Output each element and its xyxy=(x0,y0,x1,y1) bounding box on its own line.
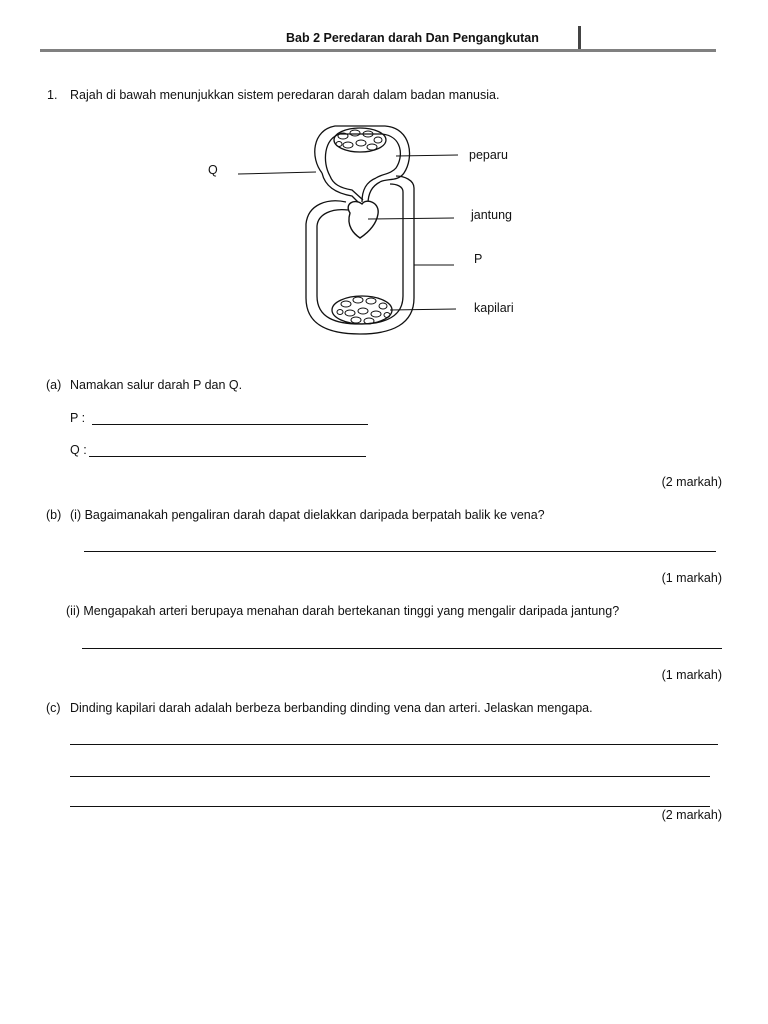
label-jantung: jantung xyxy=(471,208,513,222)
part-b-i-marks: (1 markah) xyxy=(661,571,722,585)
question-number: 1. xyxy=(47,88,58,102)
part-c-marks: (2 markah) xyxy=(661,808,722,822)
part-b-ii-marks: (1 markah) xyxy=(661,668,722,682)
part-b-i-question: (i) Bagaimanakah pengaliran darah dapat dielakkan daripada berpatah balik ke vena? xyxy=(70,508,545,522)
header-vertical-bar xyxy=(578,26,581,50)
page-header-title: Bab 2 Peredaran darah Dan Pengangkutan xyxy=(286,31,539,45)
label-q: Q xyxy=(208,163,218,177)
part-a-p-prefix: P : xyxy=(70,411,86,425)
circulatory-system-diagram xyxy=(200,118,540,343)
part-c-question: Dinding kapilari darah adalah berbeza berbanding dinding vena dan arteri. Jelaskan mengapa. xyxy=(70,701,593,715)
answer-line-c-3[interactable] xyxy=(70,806,710,807)
part-a-marks: (2 markah) xyxy=(661,475,722,489)
part-a-label: (a) xyxy=(46,378,62,392)
answer-line-p[interactable] xyxy=(92,424,368,425)
answer-line-q[interactable] xyxy=(89,456,366,457)
label-kapilari: kapilari xyxy=(474,301,514,315)
part-b-ii-question: (ii) Mengapakah arteri berupaya menahan darah bertekanan tinggi yang mengalir daripada jantung? xyxy=(66,604,620,618)
answer-line-b-ii[interactable] xyxy=(82,648,722,649)
part-a-question: Namakan salur darah P dan Q. xyxy=(70,378,243,392)
label-p: P xyxy=(474,252,483,266)
part-c-label: (c) xyxy=(46,701,61,715)
part-b-label: (b) xyxy=(46,508,62,522)
answer-line-b-i[interactable] xyxy=(84,551,716,552)
answer-line-c-2[interactable] xyxy=(70,776,710,777)
leader-line-q xyxy=(238,172,316,174)
answer-line-c-1[interactable] xyxy=(70,744,718,745)
question-intro: Rajah di bawah menunjukkan sistem peredaran darah dalam badan manusia. xyxy=(70,88,500,102)
leader-line-peparu xyxy=(396,155,458,156)
header-rule xyxy=(40,49,716,52)
part-a-q-prefix: Q : xyxy=(70,443,87,457)
leader-line-jantung xyxy=(368,218,454,219)
heart-shape xyxy=(348,201,378,238)
label-peparu: peparu xyxy=(469,148,508,162)
